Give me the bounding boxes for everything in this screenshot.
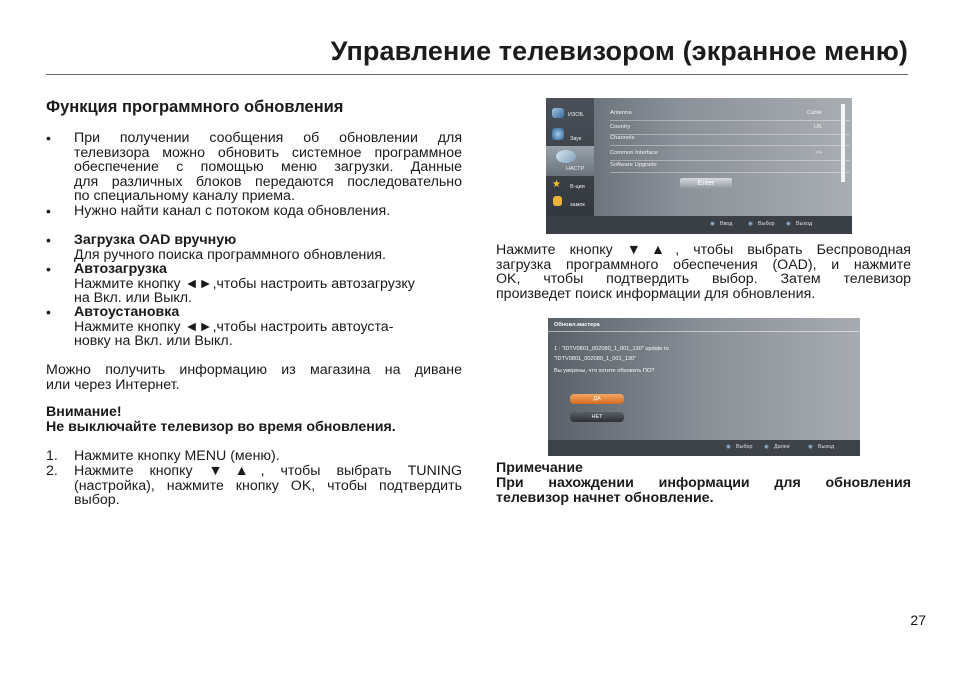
menu-row-common-interface: Common Interface >> [610, 150, 850, 161]
wizard-title-divider [548, 331, 860, 332]
enter-button: Enter [680, 178, 732, 189]
menu-row-country: Country UK [610, 124, 850, 135]
menu-key-icon: ◉ [786, 221, 791, 227]
star-icon: ★ [552, 179, 561, 190]
footer-exit-label: Выход [796, 221, 813, 227]
bullet: • [46, 304, 51, 320]
sidebar-item-settings: НАСТР. [566, 166, 585, 172]
page-number: 27 [910, 612, 926, 628]
title-divider [46, 74, 908, 75]
menu-footer [546, 216, 852, 234]
menu-row-software-upgrade: Software Upgrade [610, 162, 850, 173]
step-1: Нажмите кнопку MENU (меню). [74, 448, 280, 464]
footer-select-label: Выбор [736, 444, 753, 450]
menu-row-antenna: Antenna Cable [610, 110, 850, 121]
bullet: • [46, 261, 51, 277]
option-auto-download: Автозагрузка Нажмите кнопку ◄►,чтобы настроить автозагрузку на Вкл. или Выкл. [74, 261, 415, 306]
arrow-key-icon: ◉ [726, 444, 731, 450]
right-paragraph: Нажмите кнопку ▼▲, чтобы выбрать Беспроводная загрузка программного обеспечения (OAD), и нажмите OK, чтобы подтвердить выбор. Затем телевизор произведет поиск информации для обновления. [496, 242, 911, 302]
wizard-question: Вы уверены, что хотите обновить ПО? [554, 368, 655, 374]
option-oad-manual: Загрузка OAD вручную Для ручного поиска программного обновления. [74, 232, 386, 263]
sidebar-item-sound: Звук [570, 136, 582, 142]
footer-select-label: Выбор [758, 221, 775, 227]
wizard-line-1: 1 : "IDTV0801_002080_1_001_130" update to [554, 346, 669, 352]
menu-key-icon: ◉ [808, 444, 813, 450]
no-button: НЕТ [570, 412, 624, 422]
step-number: 1. [46, 448, 58, 464]
intro-bullet-2: Нужно найти канал с потоком кода обновления. [74, 203, 391, 219]
page-title: Управление телевизором (экранное меню) [330, 36, 908, 66]
section-title: Функция программного обновления [46, 98, 344, 116]
bullet: • [46, 232, 51, 248]
sidebar-item-function: В-ция [570, 184, 585, 190]
footer-enter-label: Ввод [720, 221, 733, 227]
wizard-footer [548, 440, 860, 456]
wizard-title: Обновл.мастера [554, 322, 600, 328]
step-number: 2. [46, 463, 58, 479]
warning-text: Не выключайте телевизор во время обновления. [46, 419, 396, 435]
ok-key-icon: ◉ [710, 221, 715, 227]
picture-icon [552, 108, 564, 118]
footer-exit-label: Выход [818, 444, 835, 450]
bullet: • [46, 130, 51, 146]
lock-icon [553, 196, 562, 206]
warning-title: Внимание! [46, 404, 122, 420]
wizard-line-2: "IDTV0801_002080_1_001_130" [554, 356, 637, 362]
yes-button: ДА [570, 394, 624, 404]
sound-icon [552, 128, 564, 140]
arrow-key-icon: ◉ [748, 221, 753, 227]
menu-row-channels: Channels [610, 135, 850, 146]
step-2: Нажмите кнопку ▼▲, чтобы выбрать TUNING (настройка), нажмите кнопку OK, чтобы подтвердить выбор. [74, 463, 462, 508]
update-wizard-screenshot [548, 318, 860, 456]
bullet: • [46, 203, 51, 219]
intro-bullet-1: При получении сообщения об обновлении для телевизора можно обновить системное программное обеспечение с помощью меню загрузки. Данные для различных блоков передаются последовательно по специальному каналу приема. [74, 130, 462, 204]
tuning-menu-screenshot [546, 98, 852, 234]
note-title: Примечание [496, 460, 583, 476]
footer-next-label: Далее [774, 444, 790, 450]
settings-icon [556, 150, 576, 163]
store-paragraph: Можно получить информацию из магазина на диване или через Интернет. [46, 362, 462, 393]
option-auto-install: Автоустановка Нажмите кнопку ◄►,чтобы настроить автоуста- новку на Вкл. или Выкл. [74, 304, 394, 349]
note-text: При нахождении информации для обновления телевизор начнет обновление. [496, 475, 911, 506]
sidebar-item-lock: замок [570, 202, 585, 208]
menu-scrollbar [841, 104, 845, 182]
ok-key-icon: ◉ [764, 444, 769, 450]
sidebar-item-picture: ИЗОБ. [568, 112, 585, 118]
